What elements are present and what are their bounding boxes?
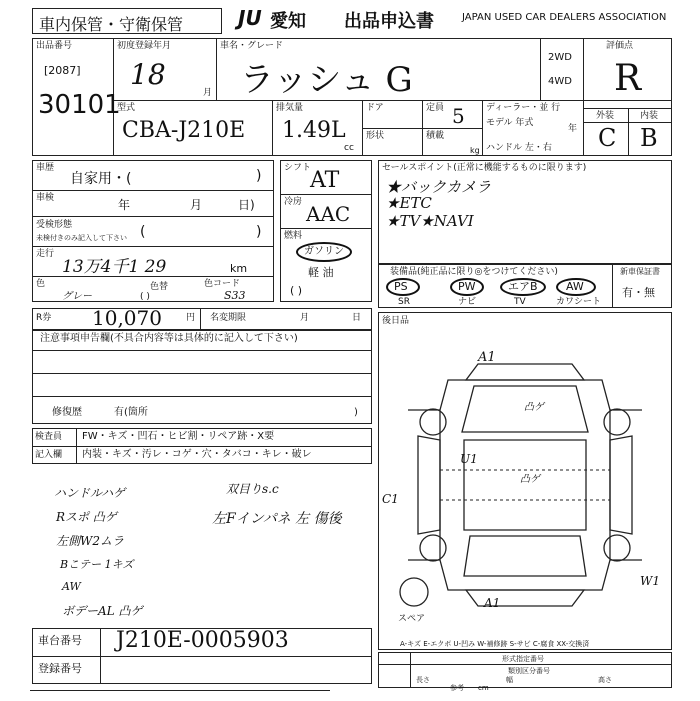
bottom-strip [30,690,330,701]
storage-label: 車内保管・守衛保管 [39,15,184,34]
exterior-value: C [598,124,617,152]
model-year-label: モデル 年式 [486,118,534,128]
repair-close: ) [354,407,358,418]
interior-value: B [640,124,658,152]
history-close: ) [256,168,262,184]
hand-note-3: 左側W2ムラ [56,534,124,548]
year-unit: 年 [568,124,578,134]
lot-label: 出品番号 [36,41,73,51]
color-value: グレー [62,291,92,302]
hand-right-2: 左Fインパネ 左 傷後 [212,511,342,527]
hand-note-1: ハンドルハゲ [54,486,126,500]
equip-navi: ナビ [458,297,477,307]
side-table-height: 高さ [598,676,612,684]
history-value: 自家用・( [70,171,132,187]
side-table-ref: 参考 [450,684,464,692]
color-paren: ( ) [140,292,150,302]
fuel-diesel: 軽 油 [308,266,334,279]
door-label: ドア [366,103,384,113]
handle-label: ハンドル 左・右 [486,143,552,153]
r-ticket-label: R券 [36,313,52,323]
inspection-year: 年 [118,198,131,212]
selling-point-3: ★TV★NAVI [386,212,474,230]
shift-value: AT [310,168,340,193]
diagram-a1-bottom: A1 [484,596,501,610]
diagram-w1: W1 [640,574,660,588]
dealer-label: ディーラー・並 行 [486,103,561,113]
hand-note-2: Rスポ 凸ゲ [56,510,117,524]
rating-label: 評価点 [606,41,634,51]
cc-unit: cc [344,143,354,153]
diagram-hood-mark: 凸ゲ [520,474,540,485]
model-name-label: 車名・グレード [220,41,284,51]
diagram-spare: スペア [398,614,426,624]
color-code-label: 色コード [204,279,241,289]
name-change-label: 名変期限 [210,313,247,323]
lot-sub-number: [2087] [44,64,81,77]
km-unit: km [230,262,248,275]
insurance-value: 有・無 [622,286,655,299]
registration-year: 18 [130,58,166,91]
interior-label: 内装 [640,111,659,121]
diagram-u1: U1 [460,452,478,466]
side-table-width: 幅 [506,676,513,684]
inspection-day: 日) [238,198,255,212]
registration-unit: 月 [203,88,213,98]
r-ticket-box [32,308,372,330]
hand-note-4: Bこテー 1キズ [60,558,134,571]
notes-label: 注意事項申告欄(不具合内容等は具体的に記入して下さい) [40,333,298,344]
history-label: 車歴 [36,163,55,173]
kg-unit: kg [470,146,480,155]
type-value: CBA-J210E [122,118,246,143]
storage-label-box [32,8,222,34]
diagram-a1-top: A1 [478,350,496,365]
repair-label: 修復歴 [52,407,82,418]
ac-value: AAC [306,202,351,226]
notes-box [32,330,372,424]
org-english: JAPAN USED CAR DEALERS ASSOCIATION [462,12,667,23]
equip-sr: SR [398,297,410,307]
displacement-value: 1.49L [282,118,346,143]
inspection-label: 車検 [36,193,55,203]
chassis-value: J210E-0005903 [116,628,289,653]
seats-value: 5 [452,104,465,128]
capacity-label: 積載 [426,131,445,141]
model-name-value: ラッシュ G [240,60,413,100]
insurance-label: 新車保証書 [620,267,660,276]
inspector-label: 検査員 [35,432,63,442]
side-table-row1: 形式指定番号 [502,655,544,663]
equip-airbag: エアB [508,280,538,293]
selling-point-1: ★バックカメラ [386,178,492,196]
recycle-paren: ( [140,224,146,240]
inspection-month: 月 [190,198,203,212]
mileage-value: 13万4千1 29 [62,257,167,277]
name-change-day: 日 [352,313,362,323]
exterior-label: 外装 [596,111,615,121]
rating-value: R [614,58,642,99]
mileage-label: 走行 [36,249,55,259]
fuel-paren: ( ) [290,284,303,297]
shift-label: シフト [284,163,312,173]
registration-label: 初度登録年月 [117,41,172,51]
drive-2wd: 2WD [548,52,572,63]
hand-right-1: 双目りs.c [226,482,279,496]
recycle-close: ) [256,224,262,240]
name-change-month: 月 [300,313,310,323]
lot-number: 30101 [38,90,121,120]
diagram-c1: C1 [382,492,399,506]
fuel-label: 燃料 [284,231,303,241]
ac-label: 冷房 [284,197,303,207]
selling-point-2: ★ETC [386,194,432,212]
color-label: 色 [36,279,46,289]
drive-4wd: 4WD [548,76,572,87]
r-ticket-unit: 円 [186,313,196,323]
side-table-row2: 類別区分番号 [508,667,550,675]
shape-label: 形状 [366,131,385,141]
reg-label: 登録番号 [38,662,82,675]
ju-logo: JU [238,6,262,30]
inspector-codes-2: 内装・キズ・汚レ・コゲ・穴・タバコ・キレ・破レ [82,449,312,460]
selling-points-label: セールスポイント(正常に機能するものに限ります) [382,163,587,173]
type-label: 型式 [117,103,136,113]
inspection-notes-label: 後日品 [382,316,410,326]
recycle-label: 受検形態 [36,220,73,230]
diagram-roof-mark: 凸ゲ [524,402,544,413]
side-table-cm: cm [478,684,489,692]
fuel-gasoline: ガソリン [304,246,344,257]
equip-pw: PW [458,280,476,293]
diagram-legend: A-キズ E-エクボ U-凹み W-補修跡 S-サビ C-腐食 XX-交換済 [400,640,590,648]
color-change-label: 色替 [150,282,169,292]
displacement-label: 排気量 [276,103,304,113]
equip-seat: カワシート [556,297,602,307]
form-title: 出品申込書 [344,11,434,32]
color-code-value: S33 [224,289,246,302]
seats-label: 定員 [426,103,445,113]
r-ticket-value: 10,070 [92,306,162,330]
hand-note-5: AW [62,580,81,593]
side-table-length: 長さ [416,676,430,684]
equip-tv: TV [514,297,526,307]
hand-note-6: ボデーAL 凸ゲ [62,604,143,618]
org-name: 愛知 [270,11,306,32]
equip-aw: AW [566,280,584,293]
equipment-label: 装備品(純正品に限り◎をつけてください) [390,267,558,277]
record-label: 記入欄 [35,450,63,460]
equip-ps: PS [394,280,408,293]
recycle-note: 未検付きのみ記入して下さい [36,234,127,242]
repair-value: 有(箇所 [114,407,148,418]
inspector-codes: FW・キズ・凹石・ヒビ割・リペア跡・X要 [82,431,275,442]
chassis-label: 車台番号 [38,634,82,647]
